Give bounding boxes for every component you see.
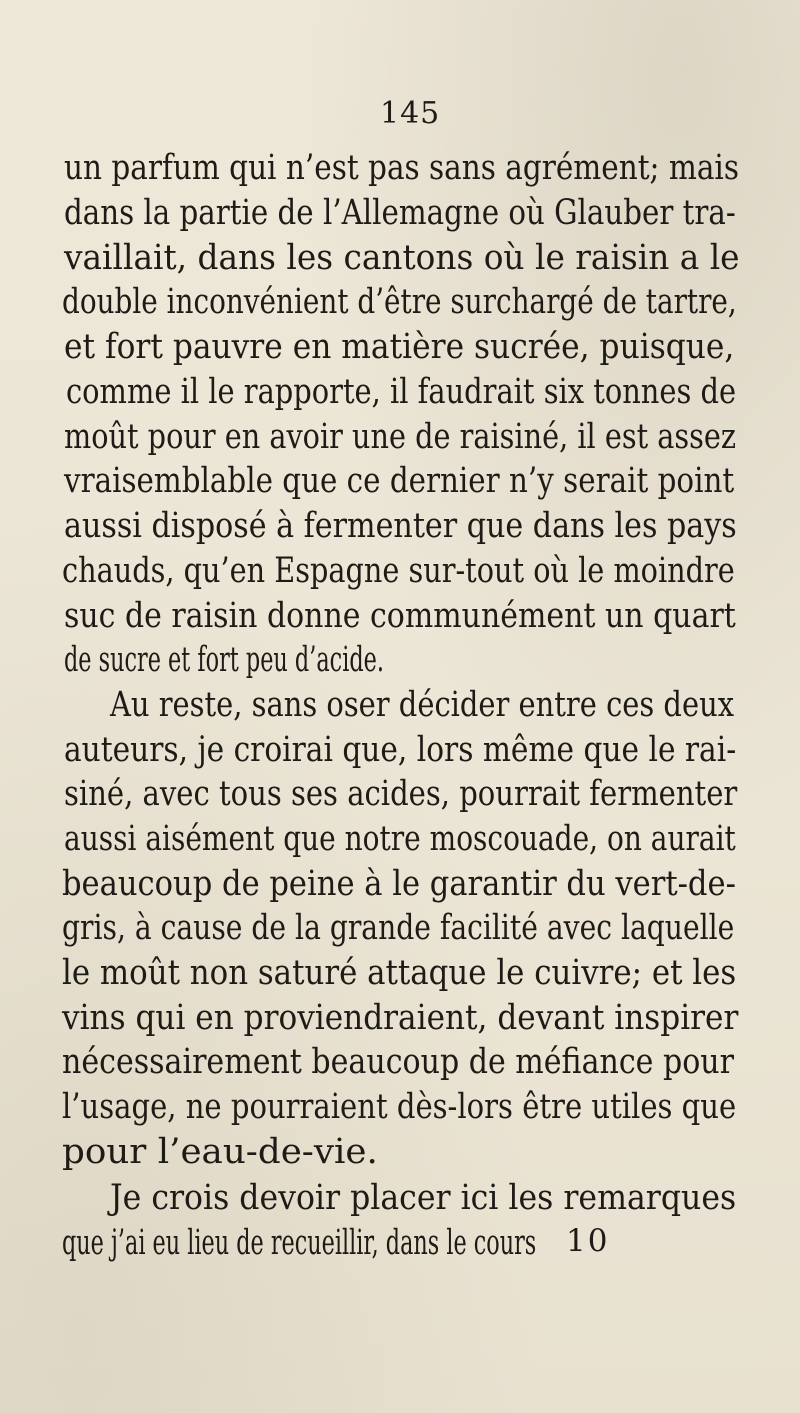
text-line: l’usage, ne pourraient dès-lors être utiles que xyxy=(62,1087,737,1127)
text-line: dans la partie de l’Allemagne où Glauber tra- xyxy=(64,193,736,233)
text-line: gris, à cause de la grande facilité avec laquelle xyxy=(62,908,735,948)
text-line: et fort pauvre en matière sucrée, puisque, xyxy=(64,327,735,367)
text-line: chauds, qu’en Espagne sur-tout où le moindre xyxy=(62,551,735,591)
text-line: que j’ai eu lieu de recueillir, dans le cours xyxy=(62,1223,537,1263)
text-line: un parfum qui n’est pas sans agrément; mais xyxy=(64,148,739,188)
text-line: comme il le rapporte, il faudrait six tonnes de xyxy=(66,372,737,412)
text-line: suc de raisin donne communément un quart xyxy=(64,596,736,636)
text-line: de sucre et fort peu d’acide. xyxy=(64,640,384,680)
text-line: auteurs, je croirai que, lors même que le rai- xyxy=(64,730,737,770)
text-line: beaucoup de peine à le garantir du vert-de- xyxy=(62,864,736,904)
text-line: pour l’eau-de-vie. xyxy=(62,1132,378,1172)
text-line: vraisemblable que ce dernier n’y serait point xyxy=(64,461,735,501)
text-line: double inconvénient d’être surchargé de tartre, xyxy=(62,282,737,322)
text-line: Je crois devoir placer ici les remarques xyxy=(110,1178,737,1218)
text-line: Au reste, sans oser décider entre ces deux xyxy=(110,685,735,725)
text-line: aussi disposé à fermenter que dans les pays xyxy=(64,506,737,546)
text-line: nécessairement beaucoup de méfiance pour xyxy=(62,1042,734,1082)
signature-mark: 10 xyxy=(566,1223,610,1259)
text-line: vins qui en proviendraient, devant inspirer xyxy=(62,998,739,1038)
text-line: moût pour en avoir une de raisiné, il est assez xyxy=(64,417,736,457)
text-line: aussi aisément que notre moscouade, on aurait xyxy=(64,819,736,859)
text-line: vaillait, dans les cantons où le raisin a le xyxy=(64,238,740,278)
text-line: siné, avec tous ses acides, pourrait fermenter xyxy=(64,774,738,814)
page-number: 145 xyxy=(380,96,441,131)
text-line: le moût non saturé attaque le cuivre; et les xyxy=(62,953,737,993)
